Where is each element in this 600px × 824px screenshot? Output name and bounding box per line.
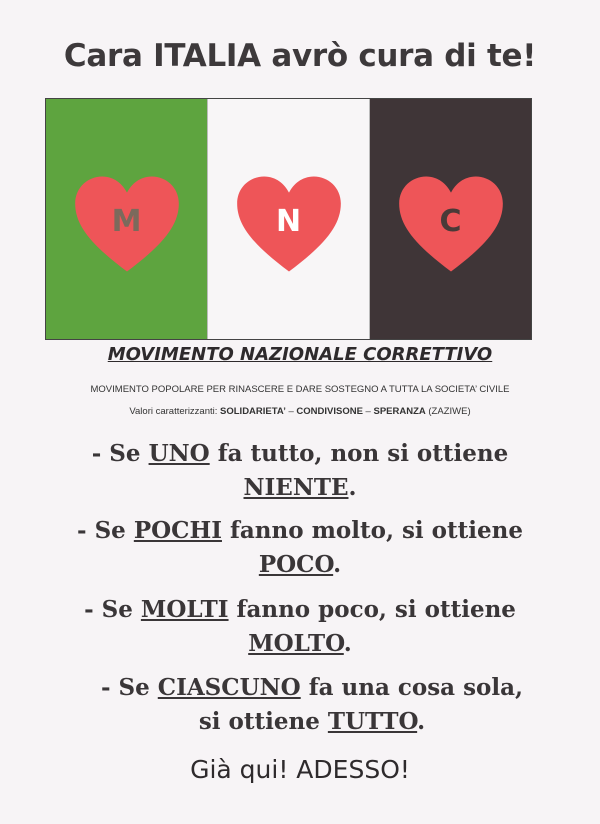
heart-letter-m: M <box>111 204 142 239</box>
verse-line: MOLTO. <box>248 630 352 657</box>
verse-keyword: CIASCUNO <box>157 674 301 701</box>
values-prefix: Valori caratterizzanti: <box>129 406 221 417</box>
verse-line: POCO. <box>258 551 342 578</box>
verse-pochi <box>0 515 600 581</box>
value-speranza: SPERANZA <box>373 406 426 417</box>
verse-ciascuno <box>12 672 600 738</box>
heart-icon-c <box>397 174 505 274</box>
verse-keyword: POCHI <box>133 517 222 544</box>
movement-values <box>0 406 600 417</box>
verse-keyword: NIENTE <box>243 474 349 501</box>
verse-line: - Se POCHI fanno molto, si ottiene <box>77 517 523 544</box>
verse-line: - Se UNO fa tutto, non si ottiene <box>91 440 509 467</box>
verse-uno <box>0 438 600 504</box>
page-title: Cara ITALIA avrò cura di te! <box>63 38 537 74</box>
flag-band-white <box>207 99 370 339</box>
closing-slogan: Già qui! ADESSO! <box>190 755 410 784</box>
verse-keyword: POCO <box>258 551 334 578</box>
flag-band-dark <box>370 99 531 339</box>
verse-keyword: MOLTO <box>248 630 344 657</box>
value-solidarieta: SOLIDARIETA’ <box>220 406 286 417</box>
heart-icon-n <box>235 174 343 274</box>
value-condivisone: CONDIVISONE <box>296 406 363 417</box>
verse-keyword: TUTTO <box>327 708 418 735</box>
heart-letter-c: C <box>439 204 462 239</box>
verse-line: si ottiene TUTTO. <box>198 708 426 735</box>
values-suffix: (ZAZIWE) <box>425 406 471 417</box>
verse-line: - Se CIASCUNO fa una cosa sola, <box>100 674 524 701</box>
values-sep: – <box>362 406 374 417</box>
values-sep: – <box>285 406 297 417</box>
movement-name: MOVIMENTO NAZIONALE CORRETTIVO <box>107 344 493 365</box>
verse-keyword: UNO <box>148 440 210 467</box>
flag-band-green <box>46 99 207 339</box>
verse-line: - Se MOLTI fanno poco, si ottiene <box>84 596 516 623</box>
heart-letter-n: N <box>275 204 302 239</box>
verse-keyword: MOLTI <box>140 596 229 623</box>
verse-line: NIENTE. <box>243 474 357 501</box>
verse-molti <box>0 594 600 660</box>
italian-flag <box>45 98 532 340</box>
movement-subtitle: MOVIMENTO POPOLARE PER RINASCERE E DARE SOSTEGNO A TUTTA LA SOCIETA’ CIVILE <box>90 384 510 395</box>
heart-icon-m <box>73 174 181 274</box>
